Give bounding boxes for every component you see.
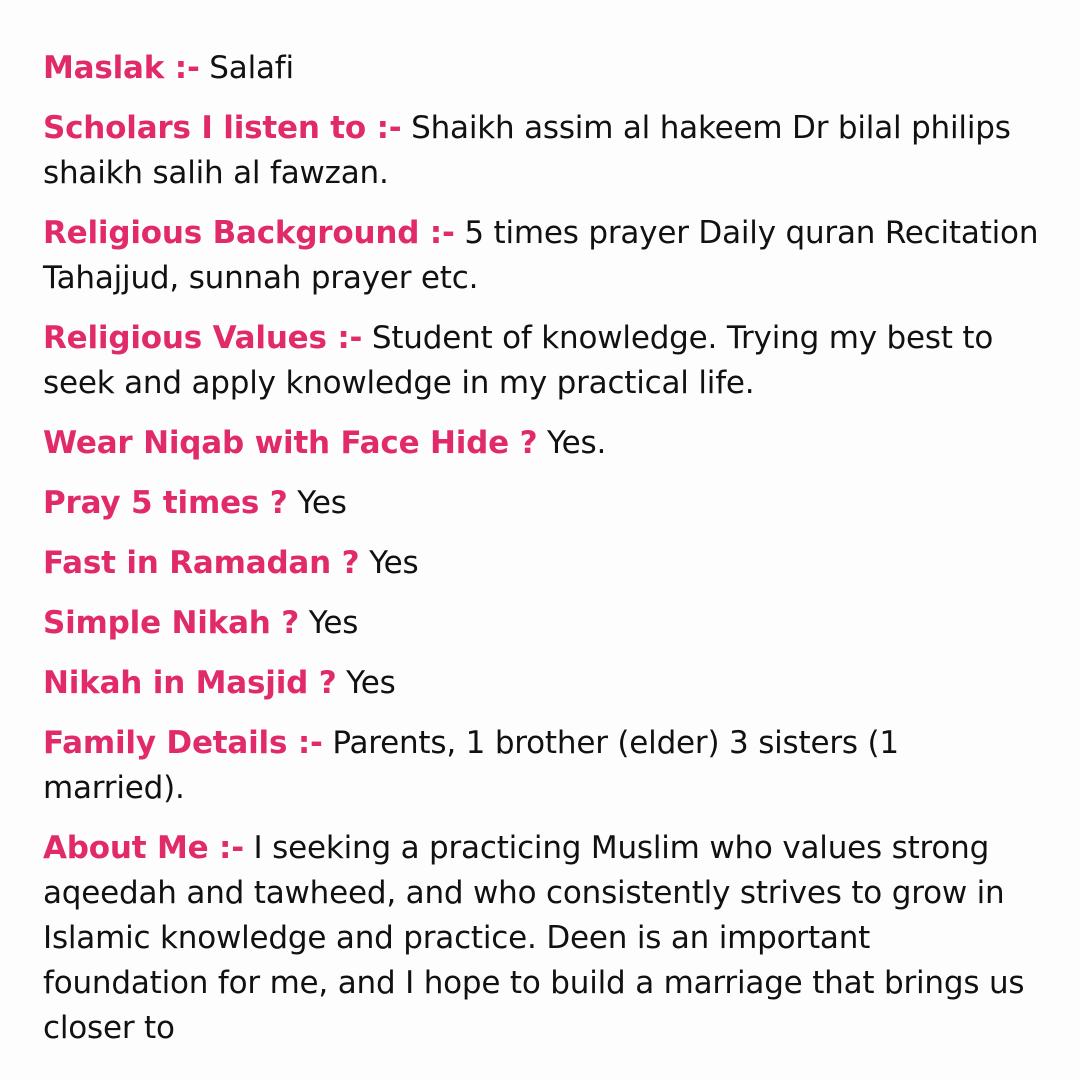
field-label: About Me :-	[43, 830, 244, 866]
field-scholars	[43, 106, 1040, 196]
field-value: I seeking a practicing Muslim who values strong aqeedah and tawheed, and who consistently strives to grow in Islamic knowledge and practice. Deen is an important foundation for me, and I hope to build a marriage that brings us closer to	[43, 830, 1025, 1046]
field-label: Nikah in Masjid ?	[43, 665, 337, 701]
field-religious-background	[43, 211, 1040, 301]
field-maslak	[43, 46, 1040, 91]
field-simple-nikah	[43, 601, 1040, 646]
field-label: Maslak :-	[43, 50, 200, 86]
field-fast	[43, 541, 1040, 586]
field-value: Yes	[369, 545, 419, 581]
field-niqab	[43, 421, 1040, 466]
field-religious-values	[43, 316, 1040, 406]
field-label: Simple Nikah ?	[43, 605, 300, 641]
field-value: Yes	[346, 665, 396, 701]
field-value: Shaikh assim al hakeem Dr bilal philips shaikh salih al fawzan.	[43, 110, 1011, 191]
field-value: 5 times prayer Daily quran Recitation Tahajjud, sunnah prayer etc.	[43, 215, 1039, 296]
field-label: Wear Niqab with Face Hide ?	[43, 425, 538, 461]
field-nikah-masjid	[43, 661, 1040, 706]
field-label: Pray 5 times ?	[43, 485, 288, 521]
field-about-me	[43, 826, 1040, 1051]
field-value: Salafi	[209, 50, 294, 86]
field-family-details	[43, 721, 1040, 811]
field-value: Yes	[308, 605, 359, 641]
field-label: Scholars I listen to :-	[43, 110, 402, 146]
field-label: Family Details :-	[43, 725, 323, 761]
field-value: Yes.	[547, 425, 607, 461]
field-value: Parents, 1 brother (elder) 3 sisters (1 married).	[43, 725, 899, 806]
field-value: Student of knowledge. Trying my best to seek and apply knowledge in my practical life.	[43, 320, 994, 401]
field-pray	[43, 481, 1040, 526]
field-value: Yes	[297, 485, 347, 521]
field-label: Religious Values :-	[43, 320, 363, 356]
field-label: Fast in Ramadan ?	[43, 545, 360, 581]
field-label: Religious Background :-	[43, 215, 455, 251]
